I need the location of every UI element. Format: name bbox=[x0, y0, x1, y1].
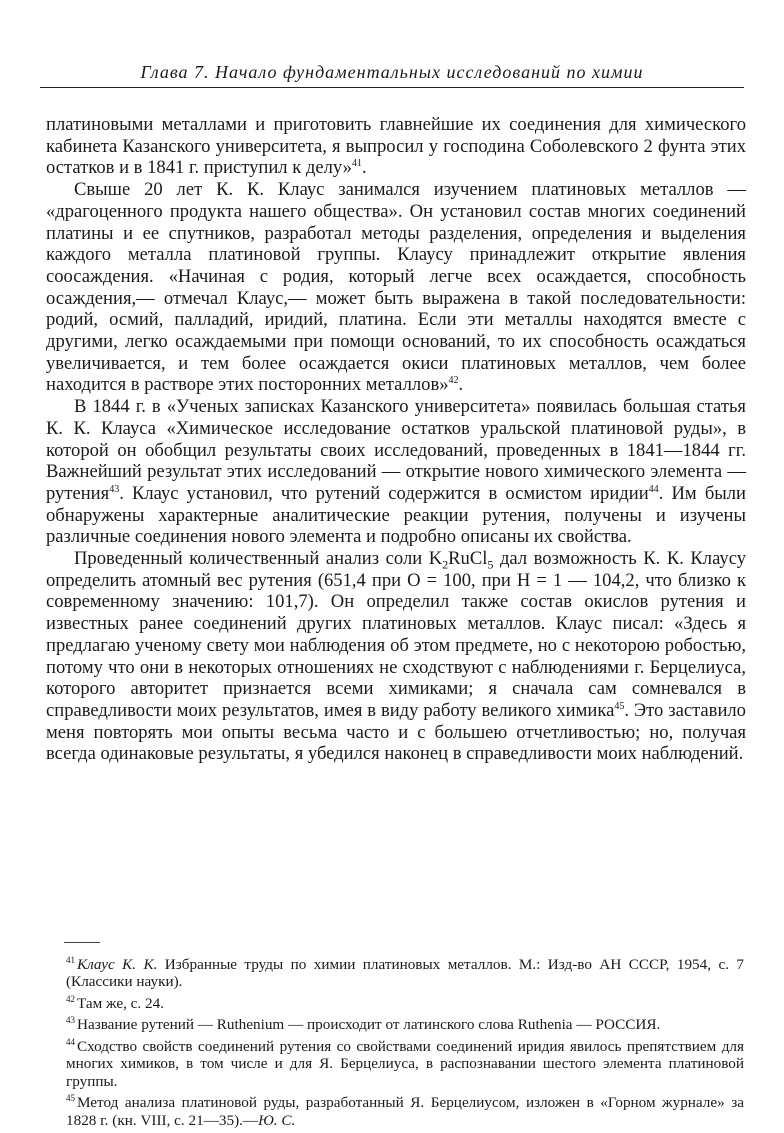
footnote-divider bbox=[64, 942, 100, 943]
paragraph-2: Свыше 20 лет К. К. Клаус занимался изучением платиновых металлов — «драгоценного продукта нашего общества». Он установил состав многих соединений платины и ее спутников, разработал методы разделения, определения и выделения каждого металла платиновой группы. Клаусу принадлежит открытие явления соосаждения. «Начиная с родия, который легче всех осаждается, способность осаждения,— отмечал Клаус,— может быть выражена в такой последовательности: родий, осмий, палладий, иридий, платина. Если эти металлы находятся вместе с другими, легко осаждаемыми при помощи оснований, то их способность осаждаться увеличивается, и тем более осаждается окиси платиновых металлов, чем более находится в растворе этих посторонних металлов»$^{42}$. bbox=[46, 179, 746, 396]
footnote-ref-43[interactable]: 43 bbox=[109, 483, 120, 495]
footnote-ref-42[interactable]: 42 bbox=[448, 375, 459, 387]
running-header: Глава 7. Начало фундаментальных исследований по химии bbox=[40, 62, 744, 88]
footnote-45: $^{45}$ Метод анализа платиновой руды, разработанный Я. Берцелиусом, изложен в «Горном журнале» за 1828 г. (кн. VIII, с. 21—35).—Ю. С. bbox=[66, 1093, 744, 1129]
footnote-ref-45[interactable]: 45 bbox=[614, 700, 625, 712]
paragraph-4: Проведенный количественный анализ соли $K_2RuCl_5$ дал возможность К. К. Клаусу определить атомный вес рутения (651,4 при O = 100, при H = 1 — 104,2, что близко к современному значению: 101,7). Он определил также состав окислов рутения и известных ранее соединений других платиновых металлов. Клаус писал: «Здесь я предлагаю ученому свету мои наблюдения об этом предмете, но с некоторою робостью, потому что они в некоторых отношениях не сходствуют с наблюдениями г. Берцелиуса, которого авторитет признается всеми химиками; я сначала сам сомневался в справедливости моих результатов, имея в виду работу великого химика$^{45}$. Это заставило меня повторять мои опыты весьма часто и с большею отчетливостью; но, получая всегда одинаковые результаты, я убедился наконец в справедливости моих наблюдений. bbox=[46, 548, 746, 765]
paragraph-1: платиновыми металлами и приготовить главнейшие их соединения для химического кабинета Казанского университета, я выпросил у господина Соболевского 2 фунта этих остатков и в 1841 г. приступил к делу»$^{41}$. bbox=[46, 114, 746, 179]
footnotes bbox=[66, 952, 744, 1129]
footnote-41: $^{41}$ Клаус К. К. Избранные труды по химии платиновых металлов. М.: Изд-во АН СССР, 1954, с. 7 (Классики науки). bbox=[66, 955, 744, 991]
paragraph-3: В 1844 г. в «Ученых записках Казанского университета» появилась большая статья К. К. Клауса «Химическое исследование остатков уральской платиновой руды», в которой он обобщил результаты своих исследований, проведенных в 1841—1844 гг. Важнейший результат этих исследований — открытие нового химического элемента — рутения$^{43}$. Клаус установил, что рутений содержится в осмистом иридии$^{44}$. Им были обнаружены характерные аналитические реакции рутения, получены и изучены различные соединения нового элемента и подробно описаны их свойства. bbox=[46, 396, 747, 548]
footnote-ref-44[interactable]: 44 bbox=[648, 483, 659, 495]
main-text bbox=[46, 114, 746, 765]
footnote-ref-41[interactable]: 41 bbox=[351, 158, 362, 170]
footnote-43: $^{43}$ Название рутений — Ruthenium — происходит от латинского слова Ruthenia — РОССИЯ. bbox=[66, 1015, 661, 1034]
footnote-44: $^{44}$ Сходство свойств соединений рутения со свойствами соединений иридия явилось препятствием для многих химиков, в том числе и для Я. Берцелиуса, в распознавании шестого элемента платиновой группы. bbox=[66, 1036, 744, 1090]
footnote-42: $^{42}$ Там же, с. 24. bbox=[66, 993, 164, 1012]
